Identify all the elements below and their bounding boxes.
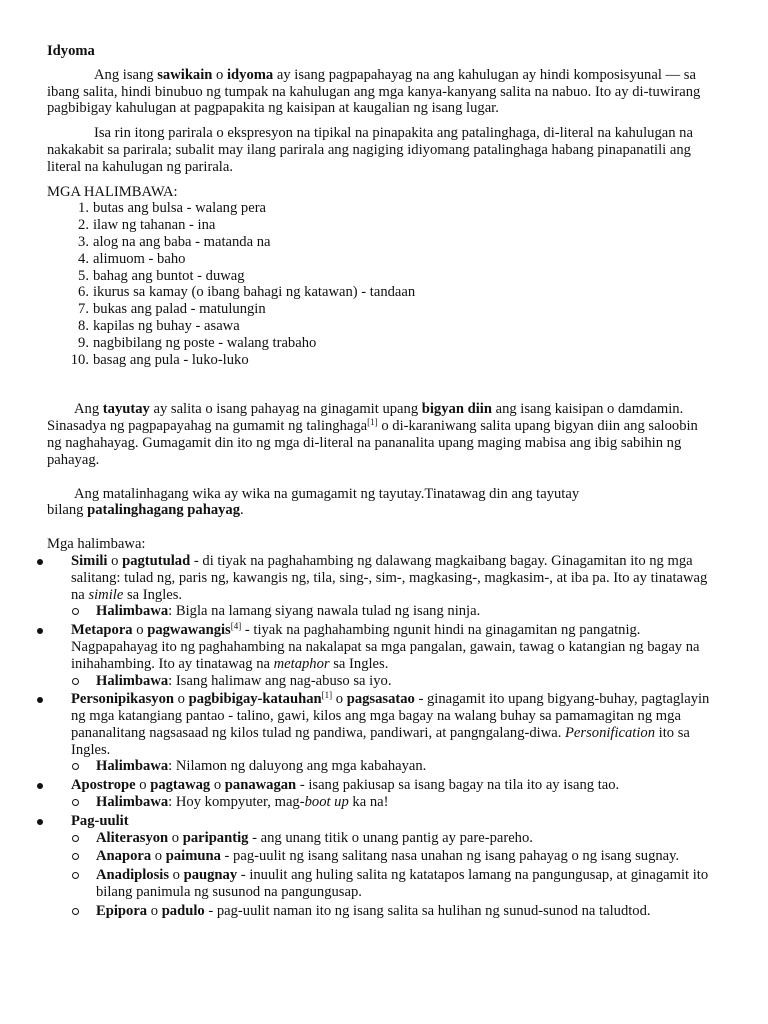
document-content <box>47 43 715 920</box>
circle-bullet-icon <box>72 678 79 685</box>
example-item: Anadiplosis o paugnay - inuulit ang huling salita ng katatapos lamang na pangungusap, at ginagamit ito bilang panimula ng susunod na pangungusap. <box>71 867 715 901</box>
bullet-icon <box>37 819 43 825</box>
list-item: 9. nagbibilang ng poste - walang trabaho <box>78 334 317 351</box>
bullet-icon <box>37 559 43 565</box>
circle-bullet-icon <box>72 799 79 806</box>
footnote-ref[interactable]: [1] <box>321 690 333 701</box>
list-item: 7. bukas ang palad - matulungin <box>78 301 266 318</box>
list-item-paguulit: Pag-uulit Aliterasyon o paripantig - ang unang titik o unang pantig ay pare-pareho. Anapora o paimuna - pag-uulit ng isang salitang nasa unahan ng isang pahayag o ng isang sugnay. Anadiplosis o paugnay - inuulit ang huling salita ng katatapos lamang na pangungusap, at ginagamit ito bilang panimula ng susunod na pangungusap. Epipora o padulo - pag-uulit naman ito ng isang salita sa hulihan ng sunud-sunod na taludtod. <box>35 813 715 920</box>
circle-bullet-icon <box>72 835 79 842</box>
example-item: Halimbawa: Bigla na lamang siyang nawala tulad ng isang ninja. <box>71 603 715 620</box>
example-item: Aliterasyon o paripantig - ang unang titik o unang pantig ay pare-pareho. <box>71 830 715 847</box>
bullet-icon <box>37 783 43 789</box>
list-item: 3. alog na ang baba - matanda na <box>78 233 271 250</box>
paragraph-tayutay: Ang tayutay ay salita o isang pahayag na ginagamit upang bigyan diin ang isang kaisipan o damdamin. Sinasadya ng pagpapayahag na gumamit ng talinghaga[1] o di-karaniwang salita upang bigyan diin ang saloobin ng naghahayag. Gumagamit din ito ng mga di-literal na pananalita upang maging mabisa ang ibig sabihin ng pahayag. <box>47 401 698 468</box>
list-item: 1. butas ang bulsa - walang pera <box>78 200 267 217</box>
circle-bullet-icon <box>72 608 79 615</box>
example-item: Halimbawa: Hoy kompyuter, mag-boot up ka na! <box>71 794 715 811</box>
list-item: 5. bahag ang buntot - duwag <box>78 267 245 284</box>
list-item: 4. alimuom - baho <box>78 250 186 267</box>
list-item: 2. ilaw ng tahanan - ina <box>78 217 216 234</box>
examples-subheading: Mga halimbawa: <box>47 536 146 553</box>
list-item-simili: Simili o pagtutulad - di tiyak na paghahambing ng dalawang magkaibang bagay. Ginagamitan ito ng mga salitang: tulad ng, paris ng, kawangis ng, tila, sing-, sim-, magkasing-, magkasim-, at iba pa. Ito ay tinatawag na simile sa Ingles. Halimbawa: Bigla na lamang siyang nawala tulad ng isang ninja. <box>35 553 715 620</box>
idiom-list <box>47 200 715 368</box>
paragraph-sawikain: Ang isang sawikain o idyoma ay isang pagpapahayag na ang kahulugan ay hindi komposisyunal — sa ibang salita, hindi binubuo ng tumpak na kahulugan ang mga kanya-kanyang salita na nabuo. Ito ay di-tuwirang pagbibigay kahulugan at pagpapakita ng kaisipan at kaugalian ng isang lugar. <box>47 66 701 117</box>
list-item: 6. ikurus sa kamay (o ibang bahagi ng katawan) - tandaan <box>78 284 416 301</box>
example-item: Epipora o padulo - pag-uulit naman ito ng isang salita sa hulihan ng sunud-sunod na taludtod. <box>71 903 715 920</box>
bullet-icon <box>37 628 43 634</box>
paragraph-matalinhaga: Ang matalinhagang wika ay wika na gumagamit ng tayutay.Tinatawag din ang tayutay bilang patalinghagang pahayag. <box>47 485 580 519</box>
list-item-personipikasyon: Personipikasyon o pagbibigay-katauhan[1] o pagsasatao - ginagamit ito upang bigyang-buhay, pagtaglayin ng mga katangiang pantao - talino, gawi, kilos ang mga bagay na walang buhay sa pamamagitan ng mga pananalitang nagsasaad ng kilos tulad ng pandiwa, pandiwari, at pangngalang-diwa. Personification ito sa Ingles. Halimbawa: Nilamon ng daluyong ang mga kabahayan. <box>35 691 715 775</box>
example-item: Halimbawa: Nilamon ng daluyong ang mga kabahayan. <box>71 758 715 775</box>
list-item: 8. kapilas ng buhay - asawa <box>78 317 240 334</box>
circle-bullet-icon <box>72 763 79 770</box>
list-item-apostrope: Apostrope o pagtawag o panawagan - isang pakiusap sa isang bagay na tila ito ay isang tao. Halimbawa: Hoy kompyuter, mag-boot up ka na! <box>35 777 715 811</box>
paragraph-parirala: Isa rin itong parirala o ekspresyon na tipikal na pinapakita ang patalinghaga, di-literal na kahulugan na nakakabit sa parirala; subalit may ilang parirala ang nagiging idiyomang patalinghaga habang pinapanatili ang literal na kahulugan ng parirala. <box>47 125 693 175</box>
circle-bullet-icon <box>72 872 79 879</box>
footnote-ref[interactable]: [1] <box>367 417 378 428</box>
list-item-metapora: Metapora o pagwawangis[4] - tiyak na paghahambing ngunit hindi na ginagamitan ng pangatnig. Nagpapahayag ito ng paghahambing na nakalapat sa mga pangalan, gawain, tawag o katangian ng bagay na inihahambing. Ito ay tinatawag na metaphor sa Ingles. Halimbawa: Isang halimaw ang nag-abuso sa iyo. <box>35 622 715 689</box>
circle-bullet-icon <box>72 853 79 860</box>
list-item: 10. basag ang pula - luko-luko <box>70 351 249 368</box>
examples-heading: MGA HALIMBAWA: <box>47 183 178 200</box>
figures-of-speech-list <box>35 553 715 920</box>
circle-bullet-icon <box>72 908 79 915</box>
bullet-icon <box>37 697 43 703</box>
example-item: Halimbawa: Isang halimaw ang nag-abuso sa iyo. <box>71 673 715 690</box>
footnote-ref[interactable]: [4] <box>230 621 242 632</box>
example-item: Anapora o paimuna - pag-uulit ng isang salitang nasa unahan ng isang pahayag o ng isang sugnay. <box>71 848 715 865</box>
section-title: Idyoma <box>47 43 95 59</box>
